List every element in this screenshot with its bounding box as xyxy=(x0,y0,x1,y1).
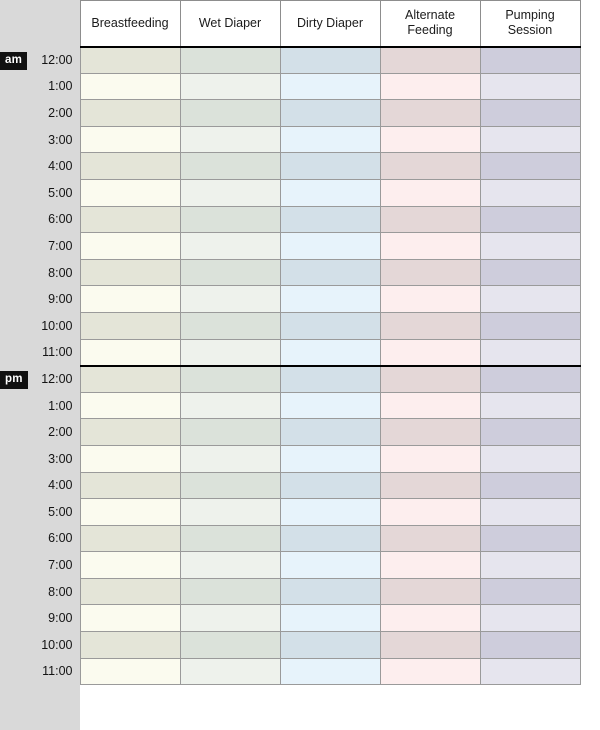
entry-cell[interactable] xyxy=(480,605,580,632)
entry-cell[interactable] xyxy=(280,126,380,153)
entry-cell[interactable] xyxy=(80,153,180,180)
column-header-wet-diaper: Wet Diaper xyxy=(180,1,280,47)
row-period-cell xyxy=(0,472,30,499)
table-row xyxy=(0,472,580,499)
entry-cell[interactable] xyxy=(480,419,580,446)
entry-cell[interactable] xyxy=(280,312,380,339)
entry-cell[interactable] xyxy=(280,47,380,74)
entry-cell[interactable] xyxy=(480,259,580,286)
entry-cell[interactable] xyxy=(380,419,480,446)
row-period-cell xyxy=(0,286,30,313)
entry-cell[interactable] xyxy=(180,286,280,313)
entry-cell[interactable] xyxy=(180,392,280,419)
entry-cell[interactable] xyxy=(380,392,480,419)
entry-cell[interactable] xyxy=(180,605,280,632)
entry-cell[interactable] xyxy=(480,472,580,499)
entry-cell[interactable] xyxy=(180,47,280,74)
row-period-cell xyxy=(0,47,30,74)
row-period-cell xyxy=(0,445,30,472)
row-time-label: 1:00 xyxy=(30,392,80,419)
entry-cell[interactable] xyxy=(80,339,180,366)
entry-cell[interactable] xyxy=(380,605,480,632)
row-time-label: 3:00 xyxy=(30,126,80,153)
row-period-cell xyxy=(0,499,30,526)
entry-cell[interactable] xyxy=(80,286,180,313)
table-row xyxy=(0,366,580,393)
table-row xyxy=(0,392,580,419)
entry-cell[interactable] xyxy=(80,525,180,552)
entry-cell[interactable] xyxy=(180,312,280,339)
entry-cell[interactable] xyxy=(480,578,580,605)
row-time-label: 12:00 xyxy=(30,47,80,74)
entry-cell[interactable] xyxy=(480,445,580,472)
entry-cell[interactable] xyxy=(180,499,280,526)
entry-cell[interactable] xyxy=(380,578,480,605)
row-time-label: 10:00 xyxy=(30,632,80,659)
header-corner-time xyxy=(30,1,80,47)
row-time-label: 1:00 xyxy=(30,73,80,100)
entry-cell[interactable] xyxy=(80,605,180,632)
table-row xyxy=(0,286,580,313)
entry-cell[interactable] xyxy=(380,366,480,393)
row-period-cell xyxy=(0,73,30,100)
entry-cell[interactable] xyxy=(80,73,180,100)
row-time-label: 8:00 xyxy=(30,578,80,605)
entry-cell[interactable] xyxy=(180,259,280,286)
entry-cell[interactable] xyxy=(380,658,480,685)
entry-cell[interactable] xyxy=(480,206,580,233)
entry-cell[interactable] xyxy=(480,366,580,393)
entry-cell[interactable] xyxy=(480,658,580,685)
table-body xyxy=(0,47,580,685)
entry-cell[interactable] xyxy=(480,339,580,366)
row-time-label: 5:00 xyxy=(30,499,80,526)
row-time-label: 2:00 xyxy=(30,100,80,127)
entry-cell[interactable] xyxy=(480,126,580,153)
row-time-label: 9:00 xyxy=(30,286,80,313)
row-period-cell xyxy=(0,312,30,339)
entry-cell[interactable] xyxy=(380,73,480,100)
row-period-cell xyxy=(0,392,30,419)
row-time-label: 5:00 xyxy=(30,179,80,206)
entry-cell[interactable] xyxy=(380,472,480,499)
entry-cell[interactable] xyxy=(280,525,380,552)
row-period-cell xyxy=(0,153,30,180)
entry-cell[interactable] xyxy=(480,525,580,552)
row-period-cell xyxy=(0,578,30,605)
entry-cell[interactable] xyxy=(280,605,380,632)
table-row xyxy=(0,47,580,74)
entry-cell[interactable] xyxy=(80,47,180,74)
table-row xyxy=(0,552,580,579)
entry-cell[interactable] xyxy=(80,632,180,659)
table-row xyxy=(0,445,580,472)
entry-cell[interactable] xyxy=(480,552,580,579)
entry-cell[interactable] xyxy=(380,525,480,552)
row-time-label: 6:00 xyxy=(30,206,80,233)
table-row xyxy=(0,419,580,446)
entry-cell[interactable] xyxy=(480,47,580,74)
entry-cell[interactable] xyxy=(180,472,280,499)
column-header-breastfeeding: Breastfeeding xyxy=(80,1,180,47)
entry-cell[interactable] xyxy=(380,286,480,313)
entry-cell[interactable] xyxy=(280,499,380,526)
row-period-cell xyxy=(0,366,30,393)
table-row xyxy=(0,605,580,632)
row-time-label: 3:00 xyxy=(30,445,80,472)
row-period-cell xyxy=(0,100,30,127)
row-time-label: 11:00 xyxy=(30,339,80,366)
entry-cell[interactable] xyxy=(280,233,380,260)
entry-cell[interactable] xyxy=(80,445,180,472)
table-row xyxy=(0,233,580,260)
entry-cell[interactable] xyxy=(480,73,580,100)
entry-cell[interactable] xyxy=(180,525,280,552)
entry-cell[interactable] xyxy=(380,312,480,339)
period-badge: pm xyxy=(0,371,28,389)
entry-cell[interactable] xyxy=(80,312,180,339)
entry-cell[interactable] xyxy=(80,552,180,579)
row-time-label: 8:00 xyxy=(30,259,80,286)
entry-cell[interactable] xyxy=(80,179,180,206)
row-period-cell xyxy=(0,259,30,286)
entry-cell[interactable] xyxy=(480,286,580,313)
row-time-label: 7:00 xyxy=(30,233,80,260)
entry-cell[interactable] xyxy=(80,419,180,446)
entry-cell[interactable] xyxy=(280,578,380,605)
entry-cell[interactable] xyxy=(80,392,180,419)
table-row xyxy=(0,153,580,180)
row-period-cell xyxy=(0,419,30,446)
entry-cell[interactable] xyxy=(180,153,280,180)
entry-cell[interactable] xyxy=(480,179,580,206)
entry-cell[interactable] xyxy=(280,206,380,233)
table-row xyxy=(0,259,580,286)
entry-cell[interactable] xyxy=(80,499,180,526)
header-row xyxy=(0,1,580,47)
table-row xyxy=(0,339,580,366)
row-period-cell xyxy=(0,525,30,552)
row-time-label: 12:00 xyxy=(30,366,80,393)
entry-cell[interactable] xyxy=(80,206,180,233)
column-header-dirty-diaper: Dirty Diaper xyxy=(280,1,380,47)
entry-cell[interactable] xyxy=(280,286,380,313)
entry-cell[interactable] xyxy=(380,206,480,233)
entry-cell[interactable] xyxy=(480,632,580,659)
row-time-label: 4:00 xyxy=(30,153,80,180)
row-period-cell xyxy=(0,339,30,366)
entry-cell[interactable] xyxy=(380,47,480,74)
entry-cell[interactable] xyxy=(280,658,380,685)
entry-cell[interactable] xyxy=(480,312,580,339)
entry-cell[interactable] xyxy=(280,339,380,366)
entry-cell[interactable] xyxy=(380,153,480,180)
entry-cell[interactable] xyxy=(180,658,280,685)
row-period-cell xyxy=(0,605,30,632)
entry-cell[interactable] xyxy=(380,499,480,526)
entry-cell[interactable] xyxy=(180,126,280,153)
table-row xyxy=(0,525,580,552)
entry-cell[interactable] xyxy=(380,100,480,127)
table-row xyxy=(0,73,580,100)
entry-cell[interactable] xyxy=(80,233,180,260)
row-time-label: 2:00 xyxy=(30,419,80,446)
table-row xyxy=(0,578,580,605)
row-period-cell xyxy=(0,552,30,579)
entry-cell[interactable] xyxy=(380,445,480,472)
row-period-cell xyxy=(0,632,30,659)
entry-cell[interactable] xyxy=(180,366,280,393)
entry-cell[interactable] xyxy=(80,259,180,286)
entry-cell[interactable] xyxy=(80,578,180,605)
column-header-alternate-feeding: Alternate Feeding xyxy=(380,1,480,47)
column-header-pumping-session: Pumping Session xyxy=(480,1,580,47)
table-row xyxy=(0,499,580,526)
entry-cell[interactable] xyxy=(180,445,280,472)
table-header xyxy=(0,1,580,47)
entry-cell[interactable] xyxy=(380,259,480,286)
entry-cell[interactable] xyxy=(380,233,480,260)
entry-cell[interactable] xyxy=(280,100,380,127)
entry-cell[interactable] xyxy=(180,100,280,127)
entry-cell[interactable] xyxy=(280,73,380,100)
entry-cell[interactable] xyxy=(280,445,380,472)
row-time-label: 10:00 xyxy=(30,312,80,339)
table-row xyxy=(0,126,580,153)
entry-cell[interactable] xyxy=(80,126,180,153)
table-row xyxy=(0,179,580,206)
row-period-cell xyxy=(0,179,30,206)
entry-cell[interactable] xyxy=(80,366,180,393)
row-period-cell xyxy=(0,206,30,233)
entry-cell[interactable] xyxy=(380,339,480,366)
entry-cell[interactable] xyxy=(180,552,280,579)
entry-cell[interactable] xyxy=(280,552,380,579)
entry-cell[interactable] xyxy=(280,472,380,499)
entry-cell[interactable] xyxy=(280,179,380,206)
entry-cell[interactable] xyxy=(480,153,580,180)
entry-cell[interactable] xyxy=(80,472,180,499)
entry-cell[interactable] xyxy=(180,233,280,260)
entry-cell[interactable] xyxy=(280,153,380,180)
entry-cell[interactable] xyxy=(380,632,480,659)
table-row xyxy=(0,206,580,233)
entry-cell[interactable] xyxy=(480,233,580,260)
row-time-label: 11:00 xyxy=(30,658,80,685)
entry-cell[interactable] xyxy=(480,392,580,419)
header-corner-ampm xyxy=(0,1,30,47)
entry-cell[interactable] xyxy=(180,632,280,659)
entry-cell[interactable] xyxy=(380,126,480,153)
entry-cell[interactable] xyxy=(280,259,380,286)
entry-cell[interactable] xyxy=(180,73,280,100)
row-time-label: 9:00 xyxy=(30,605,80,632)
entry-cell[interactable] xyxy=(80,100,180,127)
period-badge: am xyxy=(0,52,27,70)
table-row xyxy=(0,632,580,659)
row-time-label: 6:00 xyxy=(30,525,80,552)
table-row xyxy=(0,312,580,339)
table-row xyxy=(0,658,580,685)
entry-cell[interactable] xyxy=(180,206,280,233)
table-row xyxy=(0,100,580,127)
entry-cell[interactable] xyxy=(280,419,380,446)
row-period-cell xyxy=(0,126,30,153)
row-period-cell xyxy=(0,658,30,685)
entry-cell[interactable] xyxy=(380,179,480,206)
entry-cell[interactable] xyxy=(80,658,180,685)
entry-cell[interactable] xyxy=(180,419,280,446)
entry-cell[interactable] xyxy=(380,552,480,579)
entry-cell[interactable] xyxy=(480,100,580,127)
entry-cell[interactable] xyxy=(280,632,380,659)
entry-cell[interactable] xyxy=(180,339,280,366)
entry-cell[interactable] xyxy=(180,578,280,605)
row-period-cell xyxy=(0,233,30,260)
entry-cell[interactable] xyxy=(480,499,580,526)
row-time-label: 7:00 xyxy=(30,552,80,579)
entry-cell[interactable] xyxy=(280,366,380,393)
entry-cell[interactable] xyxy=(280,392,380,419)
row-time-label: 4:00 xyxy=(30,472,80,499)
entry-cell[interactable] xyxy=(180,179,280,206)
